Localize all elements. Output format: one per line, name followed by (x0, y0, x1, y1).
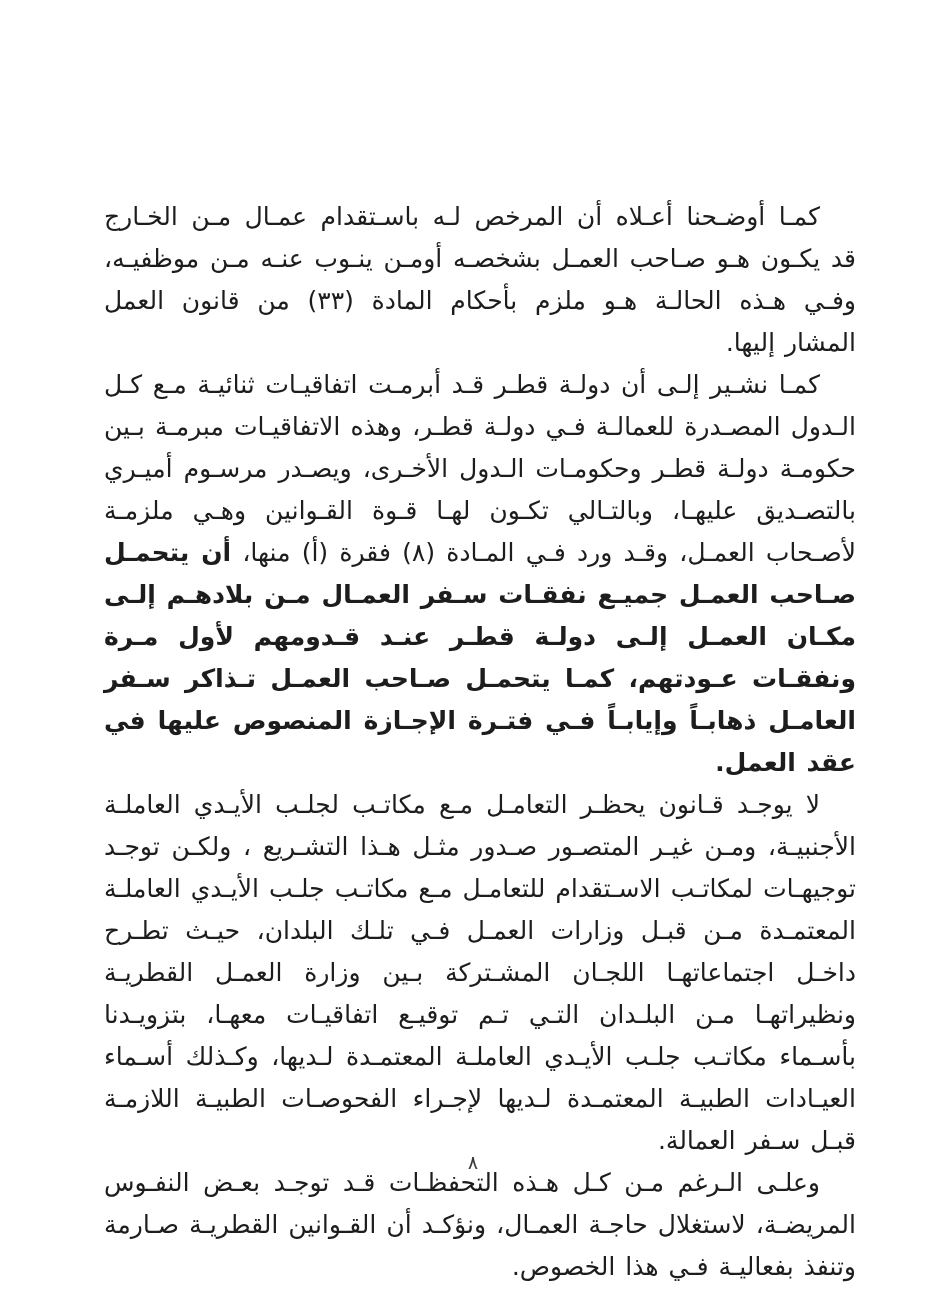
paragraph-bilateral-agreements (104, 364, 856, 784)
paragraph-bilateral-agreements-regular-run: كمـا نشـير إلـى أن دولـة قطـر قـد أبرمـت اتفاقيـات ثنائيـة مـع كـل الـدول المصـدرة للعمالـة فـي دولـة قطـر، وهذه الاتفاقيـات مبرمـة بـين حكومـة دولـة قطـر وحكومـات الـدول الأخـرى، ويصـدر مرسـوم أميـري بالتصـديق عليهـا، وبالتـالي تكـون لهـا قـوة القـوانين وهـي ملزمـة لأصـحاب العمـل، وقـد ورد فـي المـادة (٨) فقرة (أ) منها، (104, 370, 856, 567)
page-number: ٨ (467, 1152, 479, 1174)
paragraph-closing-remark: وعلـى الـرغم مـن كـل هـذه التحفظـات قـد توجـد بعـض النفـوس المريضـة، لاستغلال حاجـة العمـال، ونؤكـد أن القـوانين القطريـة صـارمة وتنفذ بفعاليـة فـي هذا الخصوص. (104, 1168, 856, 1281)
document-body-text (104, 196, 856, 1288)
paragraph-recruitment-offices: لا يوجـد قـانون يحظـر التعامـل مـع مكاتـب لجلـب الأيـدي العاملـة الأجنبيـة، ومـن غيـر المتصـور صـدور مثـل هـذا التشـريع ، ولكـن توجـد توجيهـات لمكاتـب الاسـتقدام للتعامـل مـع مكاتـب جلـب الأيـدي العاملـة المعتمـدة مـن قبـل وزارات العمـل فـي تلـك البلدان، حيـث تطـرح داخـل اجتماعاتهـا اللجـان المشـتركة بـين وزارة العمـل القطريـة ونظيراتهـا مـن البلـدان التـي تـم توقيـع اتفاقيـات معهـا، بتزويـدنا بأسـماء مكاتـب جلـب الأيـدي العاملـة المعتمـدة لـديها، وكـذلك أسـماء العيـادات الطبيـة المعتمـدة لـديها لإجـراء الفحوصـات الطبيـة اللازمـة قبـل سـفر العمالة. (104, 790, 856, 1155)
page-footer (0, 1152, 946, 1174)
paragraph-licensed-recruiter: كمـا أوضـحنا أعـلاه أن المرخص لـه باسـتقدام عمـال مـن الخـارج قد يكـون هـو صـاحب العمـل بشخصـه أومـن ينـوب عنـه مـن موظفيـه، وفـي هـذه الحالـة هـو ملزم بأحكام المادة (٣٣) من قانون العمل المشار إليها. (104, 202, 857, 357)
paragraph-article8-bold-quotation: أن يتحمـل صـاحب العمـل جميـع نفقـات سـفر العمـال مـن بلادهـم إلـى مكـان العمـل إلـى دولـة قطـر عنـد قـدومهم لأول مـرة ونفقـات عـودتهم، كمـا يتحمـل صـاحب العمـل تـذاكر سـفر العامـل ذهابـاً وإيابـاً فـي فتـرة الإجـازة المنصوص عليها في عقد العمل. (104, 538, 856, 777)
